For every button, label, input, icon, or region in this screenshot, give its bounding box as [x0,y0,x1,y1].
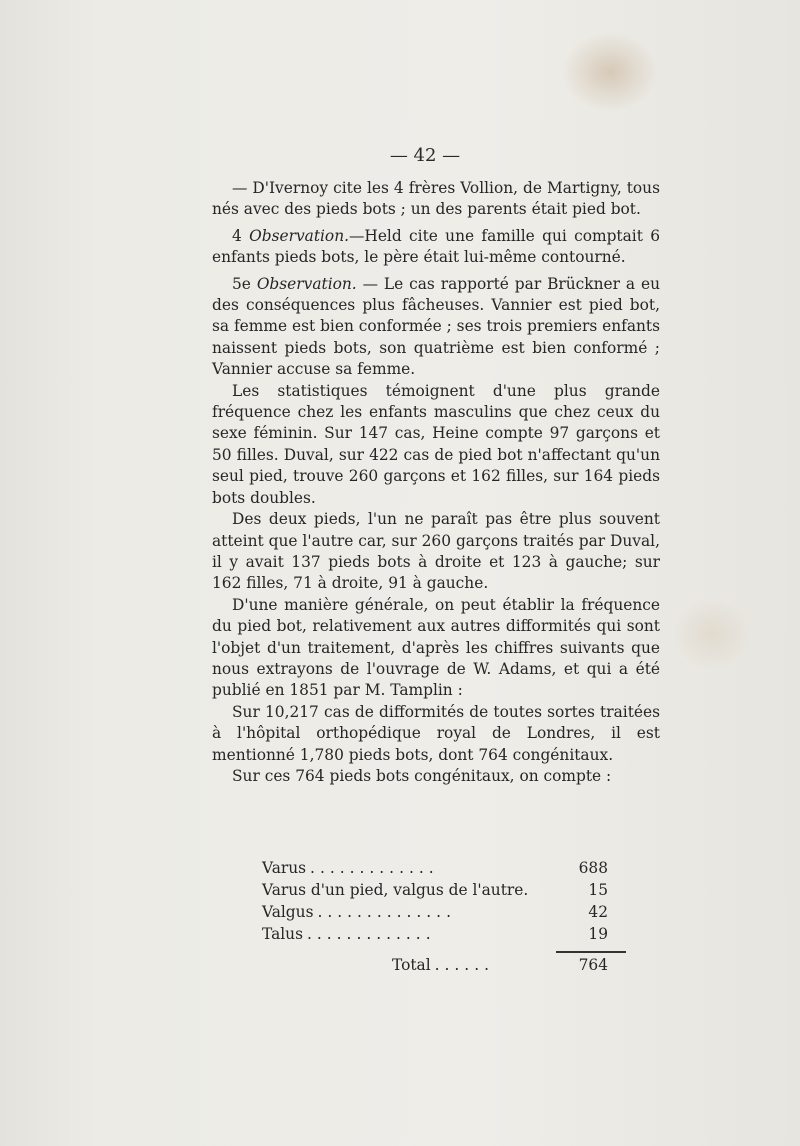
leader-dots: .............. [317,903,456,921]
row-value: 42 [588,903,608,921]
paragraph-count-intro [212,766,660,787]
paragraph-text: —Held cite une famille qui comptait 6 enfants pieds bots, le père était lui-même contourné. [212,226,661,267]
row-value: 15 [588,881,608,899]
clubfoot-table [262,857,608,945]
paragraph-observation-5 [212,274,660,381]
paragraph-number: 5e [232,274,257,293]
row-label: Talus [262,925,303,943]
table-row [262,901,608,923]
leader-dots: ............. [306,925,436,943]
leader-dots: ............. [310,859,439,877]
row-label: Varus d'un pied, valgus de l'autre. [262,881,529,899]
table-row [262,923,608,945]
paragraph-general-frequency [212,595,660,702]
paragraph-text: — Le cas rapporté par Brückner a eu des conséquences plus fâcheuses. Vannier est pied bot, sa femme est bien conformée ; ses trois premiers enfants naissent pieds bots, son quatrième est bien conformé ; Vannier accuse sa femme. [212,274,660,379]
observation-heading: Observation. [256,274,357,293]
row-label: Valgus [262,903,314,921]
row-value: 688 [578,859,608,877]
observation-heading: Observation. [249,226,350,245]
paragraph-number: 4 [232,226,250,245]
row-value: 19 [588,925,608,943]
paragraph-text: Les statistiques témoignent d'une plus grande fréquence chez les enfants masculins que chez ceux du sexe féminin. Sur 147 cas, Heine compte 97 garçons et 50 filles. Duval, sur 422 cas de pied bot n'affectant qu'un seul pied, trouve 260 garçons et 162 filles, sur 164 pieds bots doubles. [212,381,660,507]
table-total [392,954,608,976]
paragraph-divernoy [212,178,660,221]
table-row [262,879,608,901]
paragraph-observation-4 [212,226,660,269]
paragraph-text: — D'Ivernoy cite les 4 frères Vollion, de Martigny, tous nés avec des pieds bots ; un des parents était pied bot. [212,179,660,219]
row-label: Varus [262,859,307,877]
total-label: Total [392,956,431,974]
table-row [262,857,608,879]
leader-dots: ...... [434,956,494,974]
body-text [212,178,660,787]
total-row [392,954,608,976]
paragraph-text: D'une manière générale, on peut établir la fréquence du pied bot, relativement aux autres difformités qui sont l'objet d'un traitement, d'après les chiffres suivants que nous extrayons de l'ouvrage de W. Adams, et qui a été publié en 1851 par M. Tamplin : [212,595,660,700]
paragraph-two-feet [212,509,660,595]
paragraph-statistics [212,381,660,509]
paragraph-text: Sur ces 764 pieds bots congénitaux, on compte : [232,766,612,785]
total-value: 764 [578,956,608,974]
paragraph-text: Sur 10,217 cas de difformités de toutes sortes traitées à l'hôpital orthopédique royal de Londres, il est mentionné 1,780 pieds bots, dont 764 congénitaux. [212,702,660,764]
total-rule [556,951,626,953]
paragraph-text: Des deux pieds, l'un ne paraît pas être plus souvent atteint que l'autre car, sur 260 garçons traités par Duval, il y avait 137 pieds bots à droite et 123 à gauche; sur 162 filles, 71 à droite, 91 à gauche. [212,510,660,593]
page-number: — 42 — [389,145,461,166]
paragraph-london-hospital [212,702,660,766]
